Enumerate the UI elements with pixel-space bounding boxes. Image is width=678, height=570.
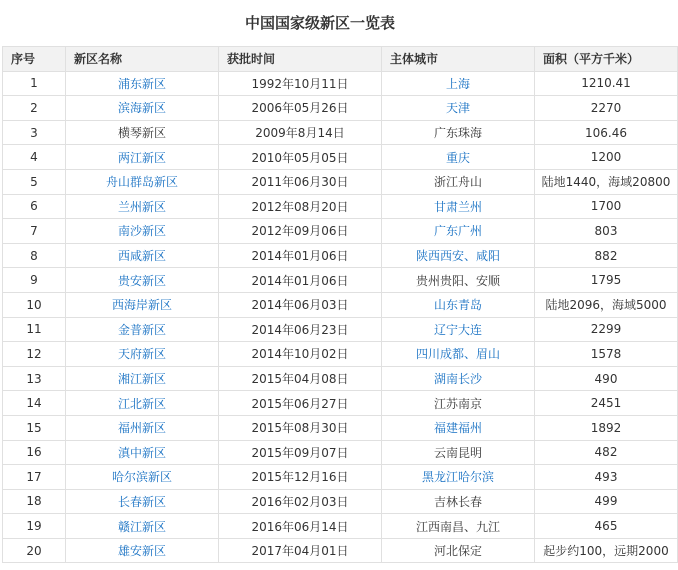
main-city-link[interactable]: 四川成都、眉山 <box>415 347 500 362</box>
table-row <box>3 538 678 563</box>
approval-date-text: 1992年10月11日 <box>251 76 349 91</box>
area-name-link[interactable]: 西咸新区 <box>117 249 166 264</box>
area-size-cell <box>535 243 678 268</box>
area-size-cell <box>535 194 678 219</box>
row-number-text: 7 <box>30 223 38 238</box>
row-number-text: 14 <box>26 396 42 411</box>
approval-date-text: 2015年08月30日 <box>251 421 349 436</box>
table-row <box>3 145 678 170</box>
row-number-cell <box>3 145 66 170</box>
table-row <box>3 415 678 440</box>
area-size-text: 106.46 <box>585 125 627 140</box>
table-row <box>3 391 678 416</box>
area-name-link[interactable]: 哈尔滨新区 <box>111 470 172 485</box>
approval-date-cell <box>219 169 382 194</box>
area-size-cell <box>535 145 678 170</box>
area-size-text: 2299 <box>590 322 622 337</box>
header-area: 面积（平方千米） <box>535 47 678 72</box>
row-number-cell <box>3 120 66 145</box>
row-number-cell <box>3 489 66 514</box>
approval-date-text: 2006年05月26日 <box>251 101 349 116</box>
row-number-cell <box>3 243 66 268</box>
main-city-cell <box>382 391 535 416</box>
approval-date-text: 2014年01月06日 <box>251 249 349 264</box>
area-size-cell <box>535 489 678 514</box>
main-city-cell <box>382 538 535 563</box>
approval-date-cell <box>219 268 382 293</box>
main-city-text: 河北保定 <box>433 544 482 559</box>
row-number-text: 18 <box>26 494 42 509</box>
main-city-text: 江苏南京 <box>433 396 482 411</box>
main-city-link[interactable]: 湖南长沙 <box>433 372 482 387</box>
main-city-link[interactable]: 黑龙江哈尔滨 <box>421 470 494 485</box>
area-size-text: 490 <box>594 371 618 386</box>
area-size-text: 1578 <box>590 346 622 361</box>
area-size-cell <box>535 71 678 96</box>
row-number-text: 2 <box>30 100 38 115</box>
approval-date-cell <box>219 194 382 219</box>
table-row <box>3 514 678 539</box>
table-row <box>3 292 678 317</box>
approval-date-text: 2012年09月06日 <box>251 224 349 239</box>
main-city-cell <box>382 145 535 170</box>
main-city-cell <box>382 415 535 440</box>
table-row <box>3 465 678 490</box>
approval-date-text: 2015年09月07日 <box>251 445 349 460</box>
area-size-cell <box>535 169 678 194</box>
approval-date-cell <box>219 71 382 96</box>
area-size-text: 陆地1440，海域20800 <box>541 175 671 190</box>
area-size-cell <box>535 317 678 342</box>
row-number-cell <box>3 465 66 490</box>
area-name-link[interactable]: 浦东新区 <box>117 76 166 91</box>
row-number-text: 3 <box>30 125 38 140</box>
area-size-cell <box>535 391 678 416</box>
row-number-cell <box>3 169 66 194</box>
area-name-cell <box>66 440 219 465</box>
table-row <box>3 219 678 244</box>
area-name-link[interactable]: 兰州新区 <box>117 199 166 214</box>
main-city-link[interactable]: 甘肃兰州 <box>433 199 482 214</box>
area-name-cell <box>66 415 219 440</box>
main-city-cell <box>382 465 535 490</box>
area-name-cell <box>66 71 219 96</box>
area-name-cell <box>66 194 219 219</box>
approval-date-cell <box>219 440 382 465</box>
row-number-text: 4 <box>30 150 38 165</box>
main-city-link[interactable]: 广东广州 <box>433 224 482 239</box>
main-city-cell <box>382 243 535 268</box>
area-size-text: 465 <box>594 519 618 534</box>
area-name-link[interactable]: 雄安新区 <box>117 544 166 559</box>
row-number-text: 12 <box>26 346 42 361</box>
header-date: 获批时间 <box>219 47 382 72</box>
area-size-cell <box>535 415 678 440</box>
approval-date-cell <box>219 243 382 268</box>
row-number-text: 17 <box>26 469 42 484</box>
area-name-cell <box>66 489 219 514</box>
header-city: 主体城市 <box>382 47 535 72</box>
main-city-link[interactable]: 天津 <box>445 101 470 116</box>
area-size-cell <box>535 342 678 367</box>
row-number-cell <box>3 292 66 317</box>
main-city-cell <box>382 268 535 293</box>
area-size-text: 陆地2096，海域5000 <box>545 298 667 313</box>
main-city-cell <box>382 96 535 121</box>
table-row <box>3 317 678 342</box>
area-size-text: 1795 <box>590 273 622 288</box>
row-number-text: 20 <box>26 543 42 558</box>
main-city-cell <box>382 219 535 244</box>
area-size-cell <box>535 366 678 391</box>
area-name-cell <box>66 391 219 416</box>
approval-date-cell <box>219 391 382 416</box>
main-city-text: 云南昆明 <box>433 445 482 460</box>
main-city-cell <box>382 514 535 539</box>
table-row <box>3 342 678 367</box>
main-city-cell <box>382 317 535 342</box>
main-city-text: 吉林长春 <box>433 494 482 509</box>
row-number-cell <box>3 440 66 465</box>
row-number-cell <box>3 194 66 219</box>
approval-date-cell <box>219 120 382 145</box>
main-city-cell <box>382 292 535 317</box>
area-size-text: 2451 <box>590 396 622 411</box>
row-number-text: 15 <box>26 420 42 435</box>
approval-date-text: 2010年05月05日 <box>251 150 349 165</box>
area-size-cell <box>535 219 678 244</box>
area-name-link[interactable]: 长春新区 <box>117 494 166 509</box>
approval-date-text: 2016年06月14日 <box>251 519 349 534</box>
approval-date-cell <box>219 514 382 539</box>
table-row <box>3 194 678 219</box>
approval-date-cell <box>219 465 382 490</box>
row-number-cell <box>3 71 66 96</box>
area-name-text: 横琴新区 <box>117 126 166 141</box>
approval-date-text: 2016年02月03日 <box>251 494 349 509</box>
area-name-link[interactable]: 金普新区 <box>117 322 166 337</box>
main-city-text: 广东珠海 <box>433 126 482 141</box>
area-name-cell <box>66 243 219 268</box>
approval-date-text: 2017年04月01日 <box>251 544 349 559</box>
table-row <box>3 96 678 121</box>
main-city-link[interactable]: 山东青岛 <box>433 298 482 313</box>
area-name-cell <box>66 219 219 244</box>
area-size-text: 2270 <box>590 100 622 115</box>
header-name: 新区名称 <box>66 47 219 72</box>
approval-date-cell <box>219 317 382 342</box>
area-name-link[interactable]: 西海岸新区 <box>111 298 172 313</box>
area-size-text: 482 <box>594 445 618 460</box>
row-number-text: 1 <box>30 76 38 91</box>
approval-date-text: 2015年04月08日 <box>251 372 349 387</box>
area-size-cell <box>535 292 678 317</box>
main-city-link[interactable]: 陕西西安、咸阳 <box>415 249 500 264</box>
main-city-cell <box>382 71 535 96</box>
table-body <box>3 71 678 563</box>
area-name-link[interactable]: 滇中新区 <box>117 445 166 460</box>
area-name-cell <box>66 145 219 170</box>
main-city-text: 江西南昌、九江 <box>415 519 500 534</box>
area-name-cell <box>66 465 219 490</box>
row-number-text: 19 <box>26 519 42 534</box>
new-areas-table <box>2 46 678 563</box>
table-row <box>3 489 678 514</box>
area-name-link[interactable]: 舟山群岛新区 <box>105 175 178 190</box>
area-name-cell <box>66 538 219 563</box>
area-name-link[interactable]: 滨海新区 <box>117 101 166 116</box>
area-name-link[interactable]: 赣江新区 <box>117 519 166 534</box>
area-name-link[interactable]: 南沙新区 <box>117 224 166 239</box>
area-size-text: 882 <box>594 248 618 263</box>
main-city-cell <box>382 489 535 514</box>
row-number-text: 9 <box>30 273 38 288</box>
row-number-text: 6 <box>30 199 38 214</box>
approval-date-text: 2014年01月06日 <box>251 273 349 288</box>
area-size-cell <box>535 120 678 145</box>
main-city-link[interactable]: 上海 <box>445 76 470 91</box>
area-size-cell <box>535 514 678 539</box>
approval-date-cell <box>219 292 382 317</box>
table-row <box>3 268 678 293</box>
area-name-link[interactable]: 福州新区 <box>117 421 166 436</box>
approval-date-cell <box>219 538 382 563</box>
area-name-link[interactable]: 两江新区 <box>117 150 166 165</box>
approval-date-cell <box>219 219 382 244</box>
row-number-text: 5 <box>30 174 38 189</box>
table-row <box>3 243 678 268</box>
row-number-cell <box>3 96 66 121</box>
area-size-text: 1210.41 <box>581 76 631 91</box>
header-no: 序号 <box>3 47 66 72</box>
area-name-cell <box>66 169 219 194</box>
area-name-link[interactable]: 贵安新区 <box>117 273 166 288</box>
area-name-cell <box>66 120 219 145</box>
area-name-cell <box>66 96 219 121</box>
area-name-cell <box>66 292 219 317</box>
area-name-link[interactable]: 江北新区 <box>117 396 166 411</box>
main-city-cell <box>382 194 535 219</box>
area-size-text: 1892 <box>590 420 622 435</box>
table-row <box>3 169 678 194</box>
area-size-cell <box>535 440 678 465</box>
main-city-cell <box>382 169 535 194</box>
row-number-text: 16 <box>26 445 42 460</box>
area-size-text: 493 <box>594 469 618 484</box>
main-city-cell <box>382 440 535 465</box>
area-name-cell <box>66 366 219 391</box>
table-header-row <box>3 47 678 72</box>
approval-date-cell <box>219 366 382 391</box>
area-name-cell <box>66 317 219 342</box>
approval-date-text: 2012年08月20日 <box>251 199 349 214</box>
approval-date-cell <box>219 415 382 440</box>
area-name-cell <box>66 342 219 367</box>
row-number-cell <box>3 538 66 563</box>
main-city-cell <box>382 120 535 145</box>
table-row <box>3 440 678 465</box>
approval-date-text: 2009年8月14日 <box>255 126 345 141</box>
table-row <box>3 120 678 145</box>
main-city-link[interactable]: 重庆 <box>445 150 470 165</box>
main-city-text: 浙江舟山 <box>433 175 482 190</box>
approval-date-cell <box>219 342 382 367</box>
area-size-text: 1700 <box>590 199 622 214</box>
approval-date-text: 2014年06月23日 <box>251 322 349 337</box>
approval-date-cell <box>219 145 382 170</box>
row-number-cell <box>3 342 66 367</box>
page-title: 中国国家级新区一览表 <box>244 14 395 32</box>
area-name-link[interactable]: 天府新区 <box>117 347 166 362</box>
area-size-cell <box>535 268 678 293</box>
approval-date-text: 2014年10月02日 <box>251 347 349 362</box>
row-number-text: 8 <box>30 248 38 263</box>
approval-date-text: 2014年06月03日 <box>251 298 349 313</box>
area-name-cell <box>66 514 219 539</box>
row-number-cell <box>3 268 66 293</box>
table-row <box>3 71 678 96</box>
main-city-link[interactable]: 辽宁大连 <box>433 322 482 337</box>
area-size-cell <box>535 465 678 490</box>
area-name-cell <box>66 268 219 293</box>
area-size-text: 起步约100，远期2000 <box>543 544 669 559</box>
approval-date-text: 2015年06月27日 <box>251 396 349 411</box>
area-name-link[interactable]: 湘江新区 <box>117 372 166 387</box>
approval-date-text: 2015年12月16日 <box>251 470 349 485</box>
row-number-cell <box>3 317 66 342</box>
area-size-text: 499 <box>594 494 618 509</box>
area-size-cell <box>535 96 678 121</box>
area-size-text: 1200 <box>590 150 622 165</box>
row-number-cell <box>3 219 66 244</box>
main-city-link[interactable]: 福建福州 <box>433 421 482 436</box>
main-city-cell <box>382 366 535 391</box>
main-city-text: 贵州贵阳、安顺 <box>415 273 500 288</box>
row-number-text: 13 <box>26 371 42 386</box>
row-number-cell <box>3 391 66 416</box>
area-size-cell <box>535 538 678 563</box>
approval-date-cell <box>219 96 382 121</box>
area-size-text: 803 <box>594 223 618 238</box>
row-number-text: 10 <box>26 297 42 312</box>
approval-date-cell <box>219 489 382 514</box>
main-city-cell <box>382 342 535 367</box>
row-number-cell <box>3 514 66 539</box>
row-number-cell <box>3 366 66 391</box>
table-row <box>3 366 678 391</box>
approval-date-text: 2011年06月30日 <box>251 175 349 190</box>
row-number-text: 11 <box>26 322 42 337</box>
row-number-cell <box>3 415 66 440</box>
